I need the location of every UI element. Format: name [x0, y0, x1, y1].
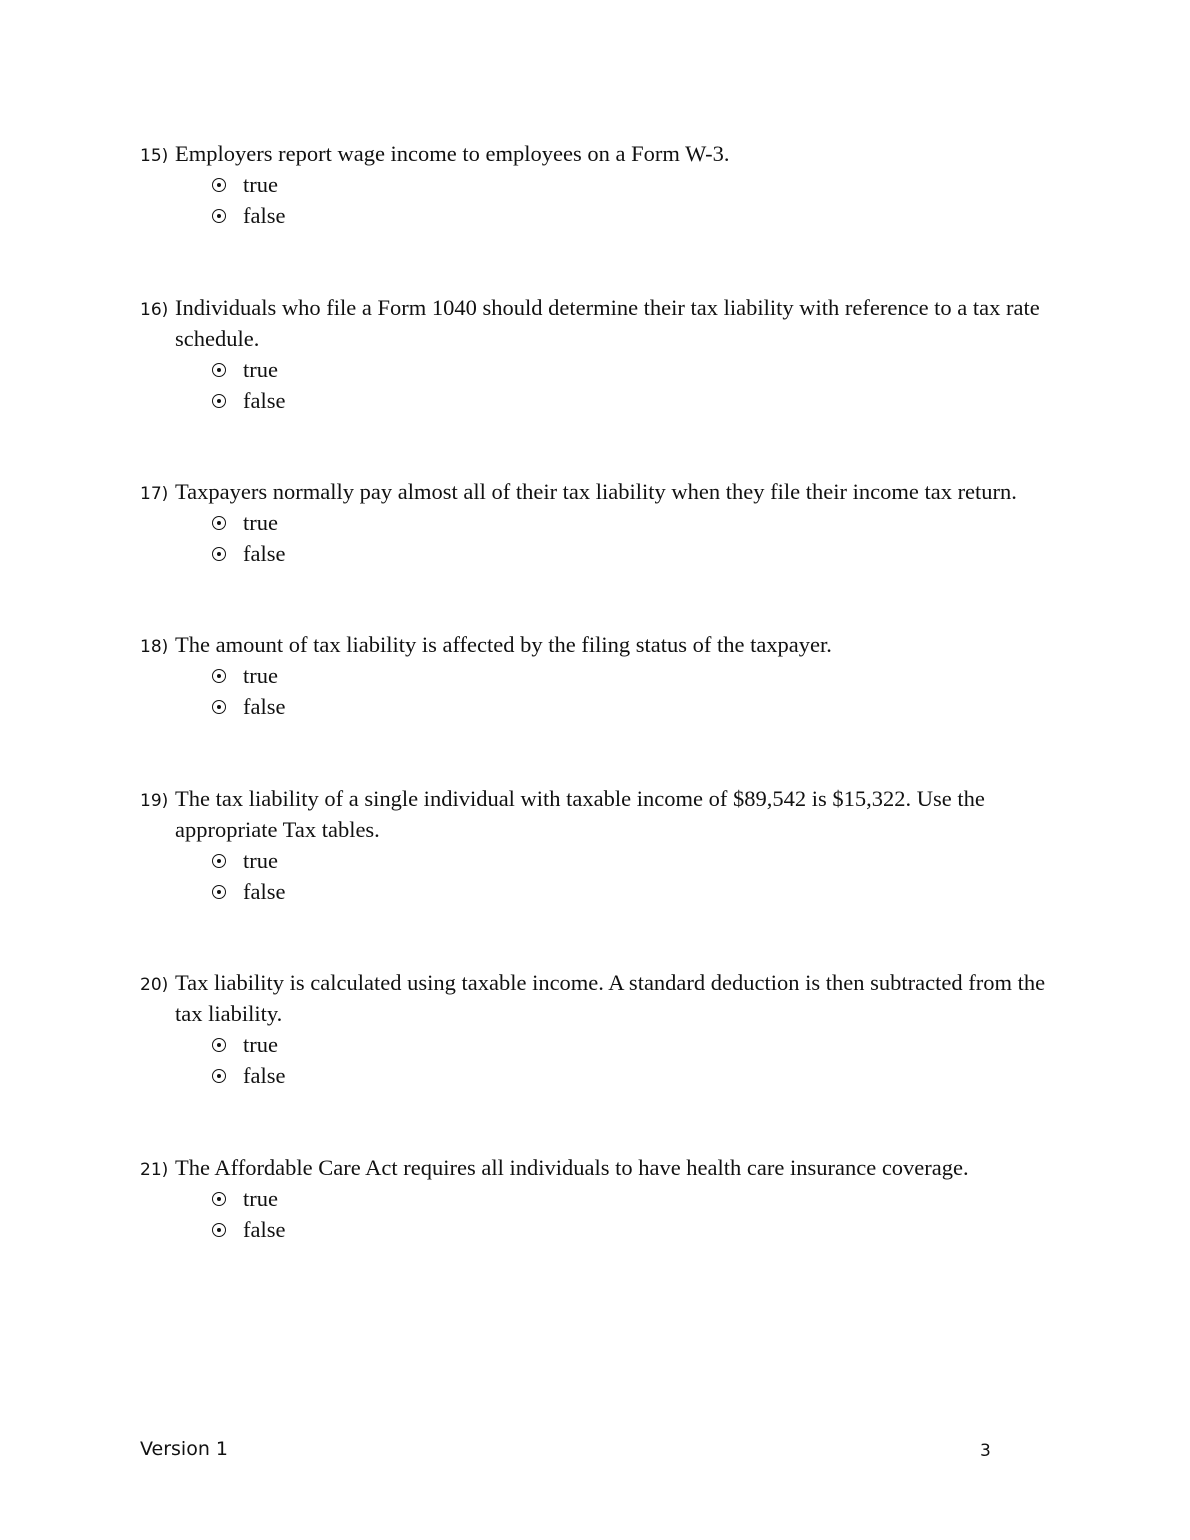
radio-icon[interactable]: [212, 1223, 226, 1237]
option-label: false: [243, 878, 286, 904]
option-true[interactable]: [212, 1029, 1060, 1060]
option-false[interactable]: [212, 200, 1060, 231]
option-label: false: [243, 540, 286, 566]
option-true[interactable]: [212, 845, 1060, 876]
option-false[interactable]: [212, 1214, 1060, 1245]
radio-icon[interactable]: [212, 178, 226, 192]
question-number: 17): [140, 484, 169, 504]
option-true[interactable]: [212, 169, 1060, 200]
question-text: The Affordable Care Act requires all individuals to have health care insurance coverage.: [175, 1155, 969, 1180]
question-text: Employers report wage income to employees on a Form W-3.: [175, 141, 730, 166]
question-text: Taxpayers normally pay almost all of their tax liability when they file their income tax return.: [175, 479, 1017, 504]
option-label: true: [243, 356, 278, 382]
option-false[interactable]: [212, 385, 1060, 416]
radio-icon[interactable]: [212, 669, 226, 683]
question-18: [140, 629, 1060, 722]
option-label: true: [243, 171, 278, 197]
option-label: true: [243, 847, 278, 873]
question-number: 18): [140, 637, 169, 657]
question-number: 21): [140, 1160, 169, 1180]
option-false[interactable]: [212, 1060, 1060, 1091]
option-true[interactable]: [212, 660, 1060, 691]
radio-icon[interactable]: [212, 209, 226, 223]
question-16: [140, 292, 1060, 416]
radio-icon[interactable]: [212, 1069, 226, 1083]
footer-version: Version 1: [140, 1438, 228, 1460]
option-true[interactable]: [212, 507, 1060, 538]
question-15: [140, 138, 1060, 231]
option-true[interactable]: [212, 354, 1060, 385]
option-label: false: [243, 1062, 286, 1088]
radio-icon[interactable]: [212, 854, 226, 868]
option-label: false: [243, 693, 286, 719]
question-number: 20): [140, 975, 169, 995]
option-label: true: [243, 509, 278, 535]
radio-icon[interactable]: [212, 885, 226, 899]
option-false[interactable]: [212, 538, 1060, 569]
option-label: false: [243, 387, 286, 413]
option-label: true: [243, 1031, 278, 1057]
radio-icon[interactable]: [212, 394, 226, 408]
radio-icon[interactable]: [212, 1038, 226, 1052]
radio-icon[interactable]: [212, 700, 226, 714]
question-number: 15): [140, 146, 169, 166]
question-17: [140, 476, 1060, 569]
radio-icon[interactable]: [212, 547, 226, 561]
question-number: 19): [140, 791, 169, 811]
option-false[interactable]: [212, 691, 1060, 722]
question-20: [140, 967, 1060, 1091]
radio-icon[interactable]: [212, 516, 226, 530]
question-21: [140, 1152, 1060, 1245]
option-true[interactable]: [212, 1183, 1060, 1214]
option-label: false: [243, 1216, 286, 1242]
option-label: true: [243, 662, 278, 688]
footer-page-number: 3: [980, 1441, 991, 1461]
radio-icon[interactable]: [212, 363, 226, 377]
option-label: true: [243, 1185, 278, 1211]
question-text: Individuals who file a Form 1040 should determine their tax liability with reference to a tax rate schedule.: [175, 295, 1040, 351]
question-number: 16): [140, 300, 169, 320]
question-19: [140, 783, 1060, 907]
option-false[interactable]: [212, 876, 1060, 907]
question-text: The tax liability of a single individual with taxable income of $89,542 is $15,322. Use the appropriate Tax tables.: [175, 786, 985, 842]
question-text: Tax liability is calculated using taxable income. A standard deduction is then subtracted from the tax liability.: [175, 970, 1046, 1026]
radio-icon[interactable]: [212, 1192, 226, 1206]
option-label: false: [243, 202, 286, 228]
question-text: The amount of tax liability is affected by the filing status of the taxpayer.: [175, 632, 832, 657]
